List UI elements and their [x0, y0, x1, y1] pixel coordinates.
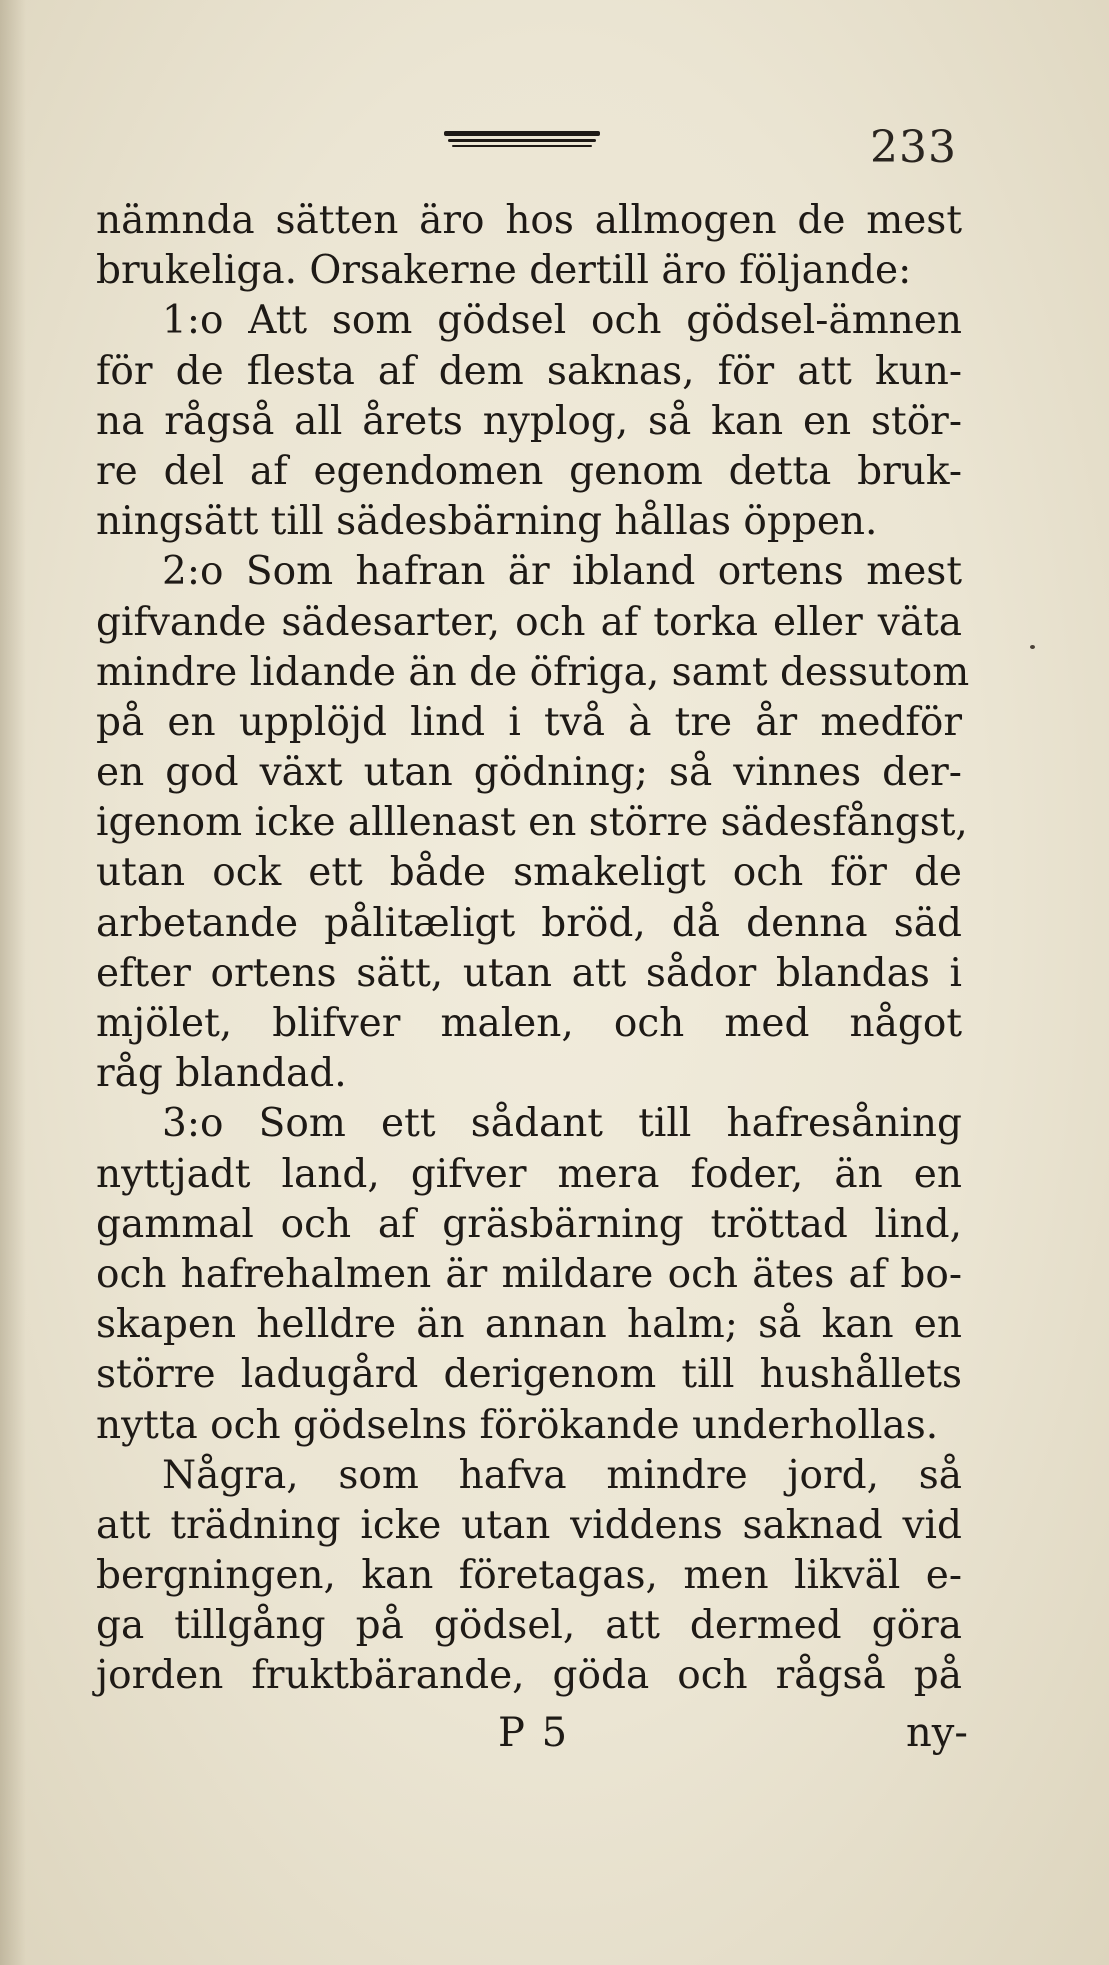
text-line: nytta och gödselns förökande underhollas. — [96, 1402, 939, 1448]
text-line: re del af egendomen genom detta bruk- — [96, 448, 962, 494]
text-line: ga tillgång på gödsel, att dermed göra — [96, 1603, 962, 1649]
header-ornament-rule — [444, 131, 600, 147]
text-line: råg blandad. — [96, 1051, 347, 1097]
body-text — [96, 196, 970, 1702]
text-line: brukeliga. Orsakerne dertill äro följande: — [96, 248, 912, 294]
text-line: gifvande sädesarter, och af torka eller väta — [96, 599, 962, 645]
text-line: en god växt utan gödning; så vinnes der- — [96, 750, 962, 796]
text-line: att trädning icke utan viddens saknad vid — [96, 1502, 962, 1548]
text-line: på en upplöjd lind i två à tre år medför — [96, 699, 962, 745]
text-line: mjölet, blifver malen, och med något — [96, 1001, 962, 1046]
text-line: utan ock ett både smakeligt och för de — [96, 850, 962, 896]
text-line: mindre lidande än de öfriga, samt dessutom — [96, 649, 970, 695]
text-line: jorden fruktbärande, göda och rågså på — [96, 1653, 962, 1699]
text-line: nyttjadt land, gifver mera foder, än en — [96, 1151, 962, 1197]
text-line: ningsätt till sädesbärning hållas öppen. — [96, 499, 878, 545]
text-line: 3:o Som ett sådant till hafresåning — [162, 1101, 962, 1147]
text-line: bergningen, kan företagas, men likväl e- — [96, 1553, 962, 1599]
text-line: arbetande pålitæligt bröd, då denna säd — [96, 900, 962, 946]
text-line: na rågså all årets nyplog, så kan en stör- — [96, 398, 962, 444]
text-line: igenom icke alllenast en större sädesfångst, — [96, 800, 968, 846]
page-fold-shadow — [0, 0, 26, 1965]
text-line: och hafrehalmen är mildare och ätes af bo- — [96, 1251, 962, 1297]
text-line: efter ortens sätt, utan att sådor blandas i — [96, 950, 962, 996]
text-line: för de flesta af dem saknas, för att kun- — [96, 348, 962, 394]
text-line: skapen helldre än annan halm; så kan en — [96, 1302, 962, 1348]
text-line: Några, som hafva mindre jord, så — [162, 1452, 962, 1498]
text-line: 1:o Att som gödsel och gödsel-ämnen — [162, 298, 962, 344]
ink-speck — [1030, 645, 1035, 649]
text-line: större ladugård derigenom till hushållets — [96, 1352, 962, 1398]
text-line: gammal och af gräsbärning tröttad lind, — [96, 1201, 962, 1247]
text-line: nämnda sätten äro hos allmogen de mest — [96, 198, 962, 243]
page-number: 233 — [870, 122, 957, 173]
text-line: 2:o Som hafran är ibland ortens mest — [162, 549, 962, 595]
catchword: ny- — [906, 1710, 968, 1756]
signature-mark: P 5 — [498, 1710, 570, 1756]
